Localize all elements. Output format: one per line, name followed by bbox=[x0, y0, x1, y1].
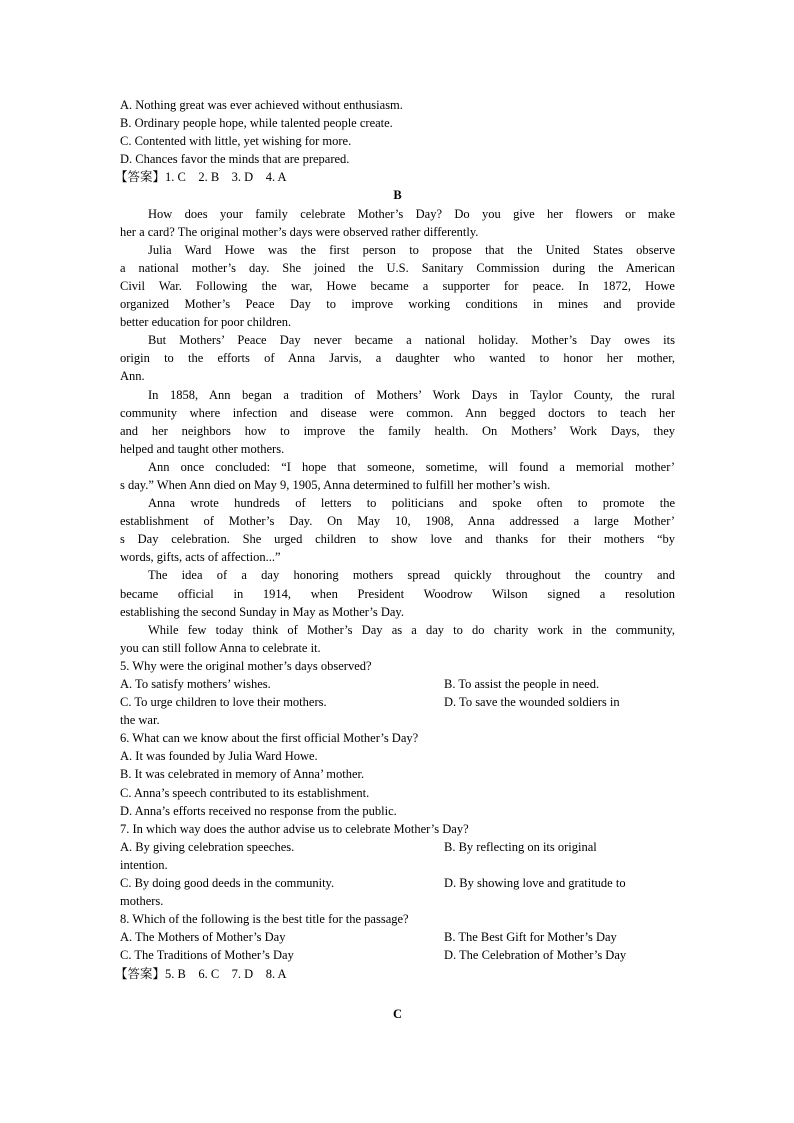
q7-option-b: B. By reflecting on its original bbox=[444, 839, 597, 854]
section-b-label: B bbox=[393, 188, 402, 203]
question-8-stem: 8. Which of the following is the best title for the passage? bbox=[120, 912, 409, 927]
q6-option-d: D. Anna’s efforts received no response from the public. bbox=[120, 803, 397, 818]
q7-option-b-cont: intention. bbox=[120, 857, 168, 872]
passage-line: origin to the efforts of Anna Jarvis, a daughter who wanted to honor her mother, bbox=[120, 351, 675, 366]
q6-option-b: B. It was celebrated in memory of Anna’ mother. bbox=[120, 767, 365, 782]
passage-line: But Mothers’ Peace Day never became a national holiday. Mother’s Day owes its bbox=[148, 333, 675, 348]
option-a: A. Nothing great was ever achieved without enthusiasm. bbox=[120, 98, 403, 112]
question-5-stem: 5. Why were the original mother’s days observed? bbox=[120, 658, 372, 673]
option-d: D. Chances favor the minds that are prepared. bbox=[120, 152, 350, 167]
passage-line: community where infection and disease were common. Ann begged doctors to teach her bbox=[120, 405, 675, 420]
passage-line: words, gifts, acts of affection...” bbox=[120, 550, 281, 565]
answer-key-a: 【答案】1. C 2. B 3. D 4. A bbox=[115, 170, 287, 185]
q7-option-a: A. By giving celebration speeches. bbox=[120, 839, 295, 854]
q5-option-a: A. To satisfy mothers’ wishes. bbox=[120, 677, 271, 691]
passage-line: Anna wrote hundreds of letters to politicians and spoke often to promote the bbox=[148, 496, 675, 511]
q8-option-a: A. The Mothers of Mother’s Day bbox=[120, 930, 286, 945]
question-6 bbox=[120, 729, 675, 819]
q6-option-a: A. It was founded by Julia Ward Howe. bbox=[120, 749, 318, 764]
passage-line: you can still follow Anna to celebrate it. bbox=[120, 640, 321, 655]
answer-key-b: 【答案】5. B 6. C 7. D 8. A bbox=[115, 966, 287, 981]
q7-option-c: C. By doing good deeds in the community. bbox=[120, 876, 335, 891]
passage-line: Civil War. Following the war, Howe became a supporter for peace. In 1872, Howe bbox=[120, 278, 675, 293]
q5-option-c: C. To urge children to love their mothers. bbox=[120, 695, 327, 710]
q7-option-d: D. By showing love and gratitude to bbox=[444, 876, 626, 891]
passage-line: Julia Ward Howe was the first person to propose that the United States observe bbox=[148, 242, 675, 257]
passage-line: Ann once concluded: “I hope that someone, sometime, will found a memorial mother’ bbox=[148, 459, 675, 474]
question-5 bbox=[120, 657, 675, 729]
option-b: B. Ordinary people hope, while talented people create. bbox=[120, 116, 393, 131]
passage-line: a national mother’s day. She joined the U.S. Sanitary Commission during the American bbox=[120, 260, 675, 275]
question-7 bbox=[120, 820, 675, 910]
question-7-stem: 7. In which way does the author advise us to celebrate Mother’s Day? bbox=[120, 821, 469, 836]
option-c: C. Contented with little, yet wishing for more. bbox=[120, 134, 352, 149]
q5-option-b: B. To assist the people in need. bbox=[444, 677, 600, 691]
passage-line: establishment of Mother’s Day. On May 10, 1908, Anna addressed a large Mother’ bbox=[120, 514, 675, 529]
q7-option-d-cont: mothers. bbox=[120, 894, 164, 909]
passage-line: establishing the second Sunday in May as Mother’s Day. bbox=[120, 604, 404, 619]
q5-option-d: D. To save the wounded soldiers in bbox=[444, 695, 620, 710]
passage-line: In 1858, Ann began a tradition of Mothers’ Work Days in Taylor County, the rural bbox=[148, 387, 675, 402]
question-6-stem: 6. What can we know about the first official Mother’s Day? bbox=[120, 731, 419, 746]
part-a-options bbox=[120, 96, 675, 168]
passage-line: her a card? The original mother’s days were observed rather differently. bbox=[120, 224, 479, 239]
passage-line: became official in 1914, when President Woodrow Wilson signed a resolution bbox=[120, 586, 675, 601]
passage-line: Ann. bbox=[120, 369, 145, 384]
passage-line: While few today think of Mother’s Day as a day to do charity work in the community, bbox=[148, 622, 675, 637]
section-c-label: C bbox=[392, 1007, 403, 1021]
passage-line: organized Mother’s Peace Day to improve working conditions in mines and provide bbox=[120, 297, 675, 312]
passage-line: How does your family celebrate Mother’s Day? Do you give her flowers or make bbox=[148, 206, 675, 221]
passage-line: and her neighbors how to improve the family health. On Mothers’ Work Days, they bbox=[120, 423, 675, 438]
passage bbox=[120, 205, 675, 657]
q8-option-c: C. The Traditions of Mother’s Day bbox=[120, 948, 294, 963]
question-8 bbox=[120, 910, 675, 964]
passage-line: better education for poor children. bbox=[120, 315, 292, 330]
q6-option-c: C. Anna’s speech contributed to its establishment. bbox=[120, 785, 370, 800]
q5-option-d-cont: the war. bbox=[120, 713, 160, 728]
passage-line: helped and taught other mothers. bbox=[120, 441, 285, 456]
passage-line: s day.” When Ann died on May 9, 1905, Anna determined to fulfill her mother’s wish. bbox=[120, 477, 551, 492]
q8-option-b: B. The Best Gift for Mother’s Day bbox=[444, 930, 617, 945]
passage-line: The idea of a day honoring mothers spread quickly throughout the country and bbox=[148, 568, 675, 583]
document-page bbox=[115, 96, 675, 1021]
passage-line: s Day celebration. She urged children to show love and thanks for their mothers “by bbox=[120, 532, 675, 547]
q8-option-d: D. The Celebration of Mother’s Day bbox=[444, 948, 627, 963]
